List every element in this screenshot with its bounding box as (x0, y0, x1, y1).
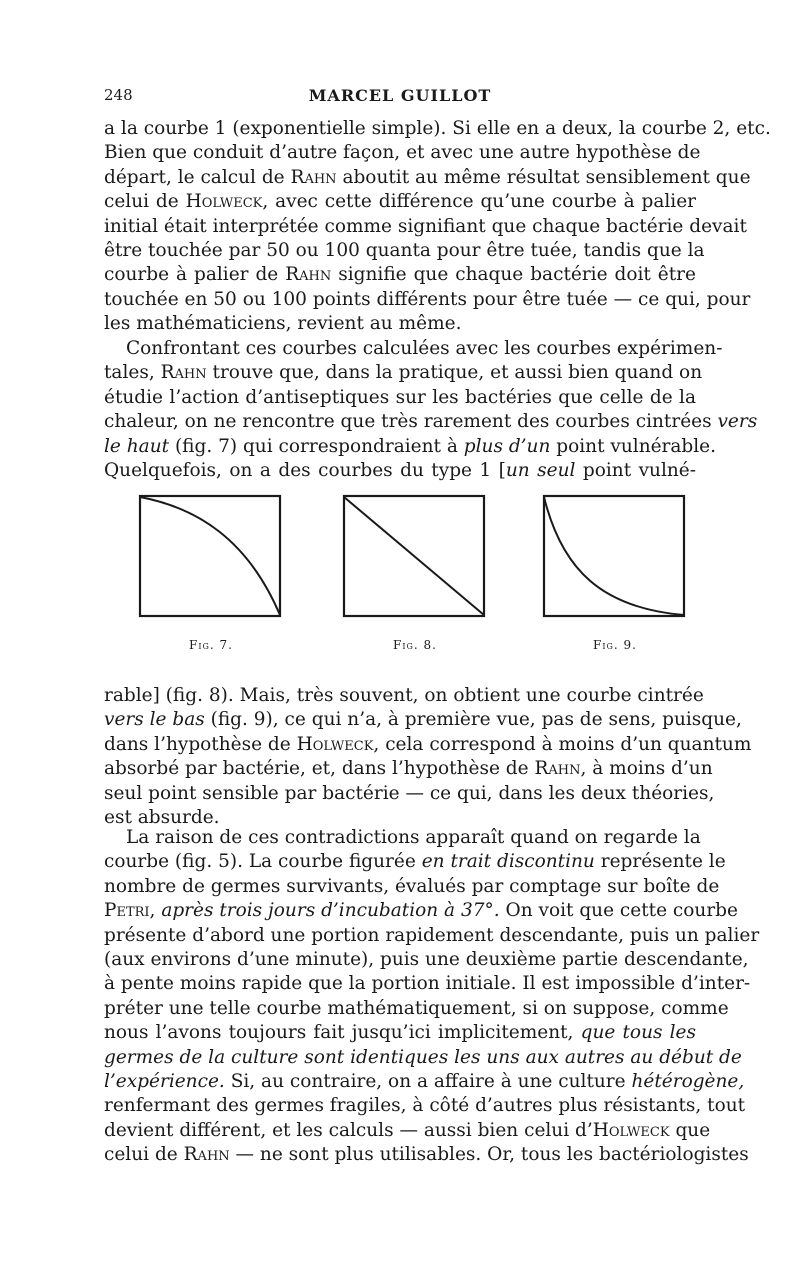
text-line: tales, Rahn trouve que, dans la pratique, et aussi bien quand on (104, 362, 703, 384)
text-line: les mathématiciens, revient au même. (104, 313, 462, 335)
text-line: nous l’avons toujours fait jusqu’ici implicitement, que tous les (104, 1022, 696, 1044)
text-line: Confrontant ces courbes calculées avec les courbes expérimen- (126, 338, 723, 359)
figure-9-graph (542, 490, 688, 622)
text-line: celui de Rahn — ne sont plus utilisables. Or, tous les bactériologistes (104, 1144, 749, 1166)
text-line: étudie l’action d’antiseptiques sur les bactéries que celle de la (104, 386, 696, 408)
text-line: courbe à palier de Rahn signifie que chaque bactérie doit être (104, 264, 696, 286)
figure-8-caption: Fig. 8. (393, 638, 437, 652)
author-name: Rahn (160, 362, 207, 384)
text-line: rable] (fig. 8). Mais, très souvent, on obtient une courbe cintrée (104, 685, 704, 706)
text-line: absorbé par bactérie, et, dans l’hypothèse de Rahn, à moins d’un (104, 758, 713, 780)
text-line: devient différent, et les calculs — aussi bien celui d’Holweck que (104, 1119, 711, 1141)
author-name: Holweck, (296, 733, 380, 755)
text-line: a la courbe 1 (exponentielle simple). Si elle en a deux, la courbe 2, etc. (104, 118, 771, 139)
text-line: présente d’abord une portion rapidement descendante, puis un palier (104, 924, 760, 946)
author-name: Holweck (592, 1119, 670, 1141)
author-name: Rahn (183, 1144, 230, 1166)
text-line: à pente moins rapide que la portion initiale. Il est impossible d’inter- (104, 973, 751, 995)
figure-8-graph (342, 490, 488, 622)
text-line: vers le bas (fig. 9), ce qui n’a, à première vue, pas de sens, puisque, (104, 709, 742, 731)
text-line: germes de la culture sont identiques les uns aux autres au début de (104, 1046, 742, 1068)
text-line: La raison de ces contradictions apparaît quand on regarde la (126, 827, 701, 848)
figure-9 (542, 490, 688, 650)
text-line: (aux environs d’une minute), puis une deuxième partie descendante, (104, 948, 749, 970)
text-line: Bien que conduit d’autre façon, et avec une autre hypothèse de (104, 142, 701, 164)
text-line: l’expérience. Si, au contraire, on a affaire à une culture hétérogène, (104, 1070, 745, 1092)
text-line: courbe (fig. 5). La courbe figurée en trait discontinu représente le (104, 851, 726, 873)
author-name: Holweck, (185, 191, 269, 213)
paragraph-2 (104, 337, 758, 483)
text-line: le haut (fig. 7) qui correspondraient à plus d’un point vulnérable. (104, 435, 717, 457)
author-name: Rahn (285, 264, 332, 286)
figure-9-caption: Fig. 9. (593, 638, 637, 652)
paragraph-4 (104, 826, 760, 1167)
paragraph-3 (104, 684, 752, 830)
text-line: préter une telle courbe mathématiquement, si on suppose, comme (104, 997, 729, 1019)
figure-9-curve (544, 497, 684, 615)
author-name: Rahn, (534, 758, 587, 780)
running-title: MARCEL GUILLOT (308, 86, 492, 105)
figure-8-line (344, 497, 484, 615)
text-line: Petri, après trois jours d’incubation à 37°. On voit que cette courbe (104, 900, 738, 922)
figures-row (138, 490, 698, 660)
text-line: dans l’hypothèse de Holweck, cela correspond à moins d’un quantum (104, 733, 752, 755)
text-line: être touchée par 50 ou 100 quanta pour être tuée, tandis que la (104, 239, 705, 261)
text-line: touchée en 50 ou 100 points différents pour être tuée — ce qui, pour (104, 288, 751, 310)
figure-7-graph (138, 490, 284, 622)
text-line: renfermant des germes fragiles, à côté d’autres plus résistants, tout (104, 1095, 746, 1117)
text-line: seul point sensible par bactérie — ce qui, dans les deux théories, (104, 782, 715, 804)
figure-7-curve (140, 497, 280, 615)
figure-8 (342, 490, 488, 650)
text-line: est absurde. (104, 806, 220, 828)
text-line: départ, le calcul de Rahn aboutit au même résultat sensiblement que (104, 166, 751, 188)
text-line: Quelquefois, on a des courbes du type 1 [un seul point vulné- (104, 459, 696, 481)
figure-7 (138, 490, 284, 650)
text-line: initial était interprétée comme signifiant que chaque bactérie devait (104, 215, 747, 237)
page-number: 248 (104, 86, 133, 104)
figure-7-frame (140, 496, 280, 616)
author-name: Petri, (104, 900, 156, 922)
author-name: Rahn (290, 166, 337, 188)
text-line: nombre de germes survivants, évalués par comptage sur boîte de (104, 875, 720, 897)
figure-9-frame (544, 496, 684, 616)
text-line: celui de Holweck, avec cette différence qu’une courbe à palier (104, 191, 696, 213)
paragraph-1 (104, 117, 771, 337)
text-line: chaleur, on ne rencontre que très rarement des courbes cintrées vers (104, 411, 758, 433)
figure-7-caption: Fig. 7. (189, 638, 233, 652)
page-header (104, 86, 696, 108)
